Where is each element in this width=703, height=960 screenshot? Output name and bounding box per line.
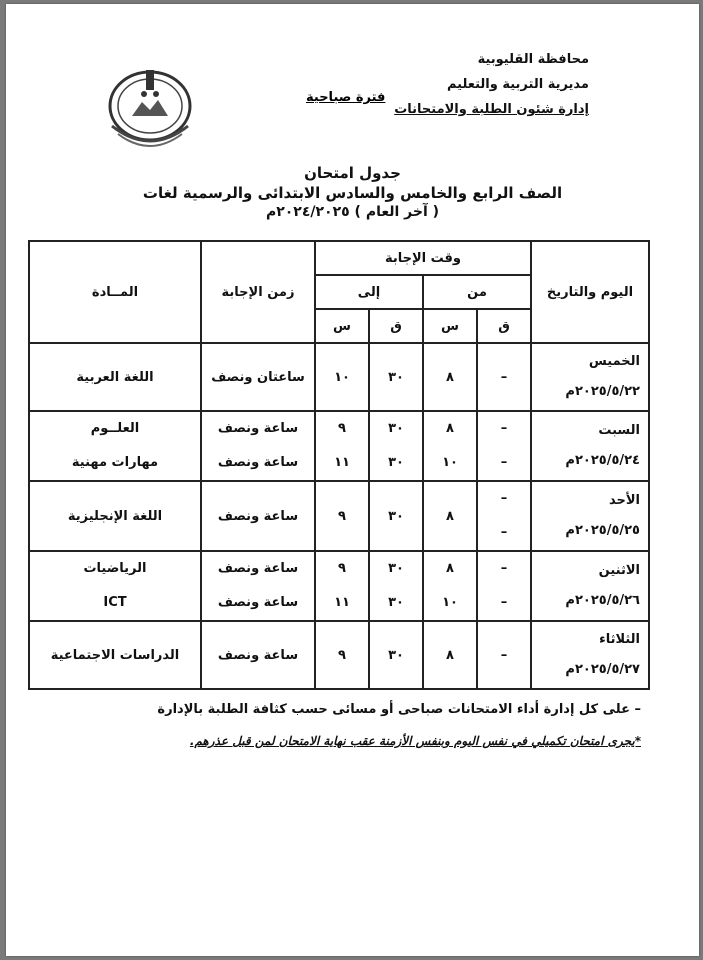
header-block	[394, 52, 589, 127]
header-to: إلى	[315, 275, 423, 309]
table-row	[29, 343, 649, 411]
subject-cell: الدراسات الاجتماعية	[29, 621, 201, 689]
day-date: ٢٠٢٥/٥/٢٦م	[565, 593, 640, 608]
to-hour-cell: ٩ ١١	[315, 551, 369, 621]
to-min-cell: ٣٠	[369, 343, 423, 411]
subject-cell: العلــوم مهارات مهنية	[29, 411, 201, 481]
to-hour-cell: ١٠	[315, 343, 369, 411]
from-min-cell: –	[477, 343, 531, 411]
titles-block	[6, 164, 699, 220]
from-hour-cell: ٨	[423, 343, 477, 411]
footnote-2: *يجرى امتحان تكميلي في نفس اليوم وبنفس الأزمنة عقب نهاية الامتحان لمن قبل عذرهم.	[189, 734, 641, 748]
header-from-hour: س	[423, 309, 477, 343]
duration-cell: ساعة ونصف	[201, 621, 315, 689]
day-name: الخميس	[588, 354, 640, 369]
duration-cell: ساعة ونصف ساعة ونصف	[201, 551, 315, 621]
to-hour-cell: ٩	[315, 621, 369, 689]
document-term: ( آخر العام ) ٢٠٢٤/٢٠٢٥م	[265, 204, 440, 220]
governorate-label: محافظة القليوبية	[477, 52, 589, 67]
header-to-min: ق	[369, 309, 423, 343]
day-cell	[531, 621, 649, 689]
table-row	[29, 621, 649, 689]
day-cell	[531, 343, 649, 411]
day-date: ٢٠٢٥/٥/٢٧م	[565, 662, 640, 677]
day-date: ٢٠٢٥/٥/٢٤م	[565, 453, 640, 468]
day-date: ٢٠٢٥/٥/٢٢م	[565, 384, 640, 399]
from-min-cell: –	[477, 621, 531, 689]
from-hour-cell: ٨ ١٠	[423, 411, 477, 481]
header-answer-time: وقت الإجابة	[315, 241, 531, 275]
subject-cell: الرياضيات ICT	[29, 551, 201, 621]
from-min-cell: – –	[477, 551, 531, 621]
from-hour-cell: ٨	[423, 481, 477, 551]
day-name: الاثنين	[598, 563, 640, 578]
header-subject: المــادة	[29, 241, 201, 343]
to-min-cell: ٣٠	[369, 481, 423, 551]
header-day-date: اليوم والتاريخ	[531, 241, 649, 343]
document-page	[6, 4, 699, 956]
from-hour-cell: ٨	[423, 621, 477, 689]
duration-cell: ساعة ونصف	[201, 481, 315, 551]
header-from: من	[423, 275, 531, 309]
header-to-hour: س	[315, 309, 369, 343]
exam-schedule-table	[28, 240, 650, 690]
to-min-cell: ٣٠ ٣٠	[369, 551, 423, 621]
day-cell	[531, 411, 649, 481]
day-name: السبت	[598, 423, 640, 438]
table-row	[29, 481, 649, 551]
header-from-min: ق	[477, 309, 531, 343]
duration-cell: ساعتان ونصف	[201, 343, 315, 411]
day-name: الثلاثاء	[599, 632, 640, 647]
seal-logo-icon	[102, 64, 198, 154]
day-name: الأحد	[608, 493, 640, 508]
day-cell	[531, 481, 649, 551]
day-date: ٢٠٢٥/٥/٢٥م	[565, 523, 640, 538]
to-min-cell: ٣٠ ٣٠	[369, 411, 423, 481]
subject-cell: اللغة العربية	[29, 343, 201, 411]
table-row	[29, 551, 649, 621]
document-subtitle: الصف الرابع والخامس والسادس الابتدائى والرسمية لغات	[142, 184, 563, 202]
day-cell	[531, 551, 649, 621]
administration-label: إدارة شئون الطلبة والامتحانات	[394, 102, 589, 117]
to-min-cell: ٣٠	[369, 621, 423, 689]
to-hour-cell: ٩ ١١	[315, 411, 369, 481]
document-title: جدول امتحان	[304, 164, 401, 182]
to-hour-cell: ٩	[315, 481, 369, 551]
from-min-cell: – –	[477, 481, 531, 551]
header-duration: زمن الإجابة	[201, 241, 315, 343]
duration-cell: ساعة ونصف ساعة ونصف	[201, 411, 315, 481]
period-label: فترة صباحية	[306, 90, 386, 105]
footnote-1: – على كل إدارة أداء الامتحانات صباحى أو مسائى حسب كثافة الطلبة بالإدارة	[157, 702, 641, 717]
from-min-cell: – –	[477, 411, 531, 481]
directorate-label: مديرية التربية والتعليم	[446, 77, 589, 92]
from-hour-cell: ٨ ١٠	[423, 551, 477, 621]
subject-cell: اللغة الإنجليزية	[29, 481, 201, 551]
table-row	[29, 411, 649, 481]
